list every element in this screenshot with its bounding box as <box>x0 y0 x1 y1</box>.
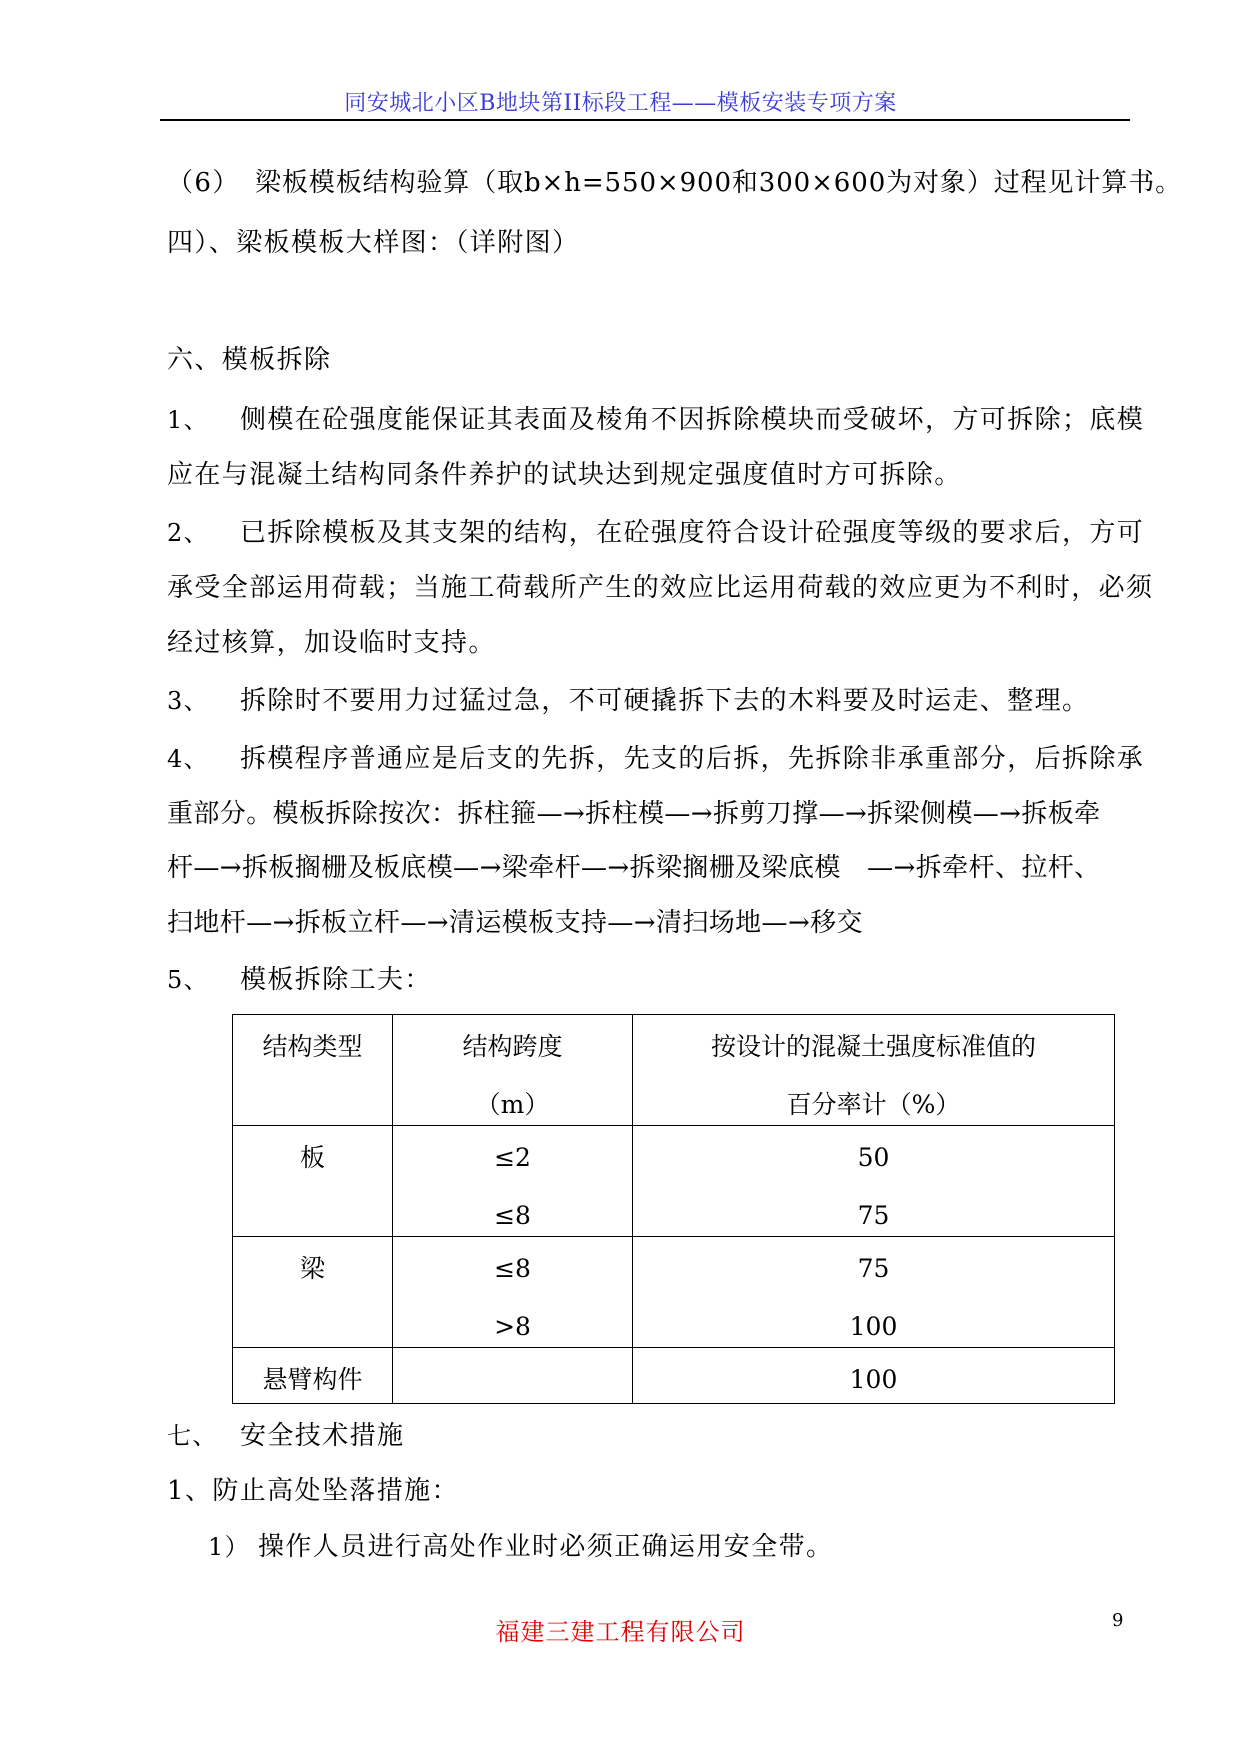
paragraph2-line: 已拆除模板及其支架的结构，在砼强度符合设计砼强度等级的要求后，方可 <box>240 518 1145 548</box>
table-cell <box>633 1348 1115 1404</box>
table-cell <box>393 1126 633 1237</box>
paragraph2-line: 承受全部运用荷载；当施工荷载所产生的效应比运用荷载的效应更为不利时，必须 <box>167 573 1154 603</box>
paragraph2-line: 经过核算，加设临时支持。 <box>167 628 496 658</box>
table-cell <box>393 1237 633 1348</box>
table-cell <box>233 1348 393 1404</box>
table-header-cell <box>633 1015 1115 1126</box>
item6-text: 梁板模板结构验算（取b×h=550×900和300×600为对象）过程见计算书。 <box>255 168 1183 198</box>
paragraph1-line: 应在与混凝土结构同条件养护的试块达到规定强度值时方可拆除。 <box>167 460 962 490</box>
header-span: 结构跨度 <box>462 1032 563 1061</box>
table-cell <box>393 1348 633 1404</box>
subsection1-heading: 1、防止高处坠落措施： <box>167 1476 459 1506</box>
paragraph4-line: 拆模程序普通应是后支的先拆，先支的后拆，先拆除非承重部分，后拆除承 <box>240 744 1145 774</box>
row-percent-value: 75 <box>857 1201 890 1230</box>
row-percent-value: 75 <box>857 1254 890 1283</box>
header-structure-type: 结构类型 <box>262 1032 363 1061</box>
paragraph5-text: 模板拆除工夫： <box>240 965 432 995</box>
page-number: 9 <box>1112 1610 1124 1631</box>
paragraph4-line: 重部分。模板拆除按次：拆柱箍—→拆柱模—→拆剪刀撑—→拆梁侧模—→拆板牵 <box>167 799 1101 829</box>
row-percent-value: 100 <box>849 1365 898 1394</box>
row-span-value: ≤8 <box>494 1254 531 1283</box>
paragraph1-number: 1、 <box>167 406 210 434</box>
subsection1-item1-text: 操作人员进行高处作业时必须正确运用安全带。 <box>258 1532 834 1562</box>
row-type-cantilever: 悬臂构件 <box>262 1365 363 1394</box>
row-percent-value: 50 <box>857 1143 890 1172</box>
table-cell <box>233 1126 393 1237</box>
footer-company-name: 福建三建工程有限公司 <box>495 1618 746 1646</box>
header-divider <box>160 119 1130 121</box>
row-type-beam: 梁 <box>299 1254 325 1283</box>
row-type-slab: 板 <box>299 1143 325 1172</box>
table-row <box>233 1126 1115 1237</box>
paragraph3-number: 3、 <box>167 687 210 715</box>
row-span-value: ≤2 <box>494 1143 531 1172</box>
paragraph2-number: 2、 <box>167 519 210 547</box>
table-row <box>233 1237 1115 1348</box>
table-cell <box>633 1126 1115 1237</box>
paragraph4-line: 杆—→拆板搁栅及板底模—→梁牵杆—→拆梁搁栅及梁底模 —→拆牵杆、拉杆、 <box>167 853 1101 883</box>
item6-number: （6） <box>167 168 240 198</box>
section4-heading: 四）、梁板模板大样图：（详附图） <box>167 228 580 258</box>
row-percent-value: 100 <box>849 1312 898 1341</box>
paragraph3-line: 拆除时不要用力过猛过急，不可硬撬拆下去的木料要及时运走、整理。 <box>240 686 1090 716</box>
section6-heading: 六、模板拆除 <box>167 345 332 375</box>
table-header-row <box>233 1015 1115 1126</box>
paragraph5-number: 5、 <box>167 966 210 994</box>
formwork-removal-table <box>232 1014 1115 1404</box>
subsection1-item1-number: 1） <box>208 1533 251 1561</box>
table-header-cell <box>233 1015 393 1126</box>
section7-heading: 安全技术措施 <box>240 1421 405 1451</box>
table-cell <box>233 1237 393 1348</box>
table-header-cell <box>393 1015 633 1126</box>
table-cell <box>633 1237 1115 1348</box>
page-header-title: 同安城北小区B地块第II标段工程——模板安装专项方案 <box>344 91 897 116</box>
header-span-unit: （m） <box>475 1090 550 1119</box>
row-span-value: >8 <box>494 1312 531 1341</box>
header-strength-percent-unit: 百分率计（%） <box>786 1090 961 1119</box>
paragraph4-number: 4、 <box>167 745 210 773</box>
paragraph1-line: 侧模在砼强度能保证其表面及棱角不因拆除模块而受破坏，方可拆除；底模 <box>240 405 1145 435</box>
table-row <box>233 1348 1115 1404</box>
header-strength-percent: 按设计的混凝土强度标准值的 <box>710 1032 1036 1061</box>
row-span-value: ≤8 <box>494 1201 531 1230</box>
paragraph4-line: 扫地杆—→拆板立杆—→清运模板支持—→清扫场地—→移交 <box>167 908 863 938</box>
section7-number: 七、 <box>167 1422 218 1450</box>
